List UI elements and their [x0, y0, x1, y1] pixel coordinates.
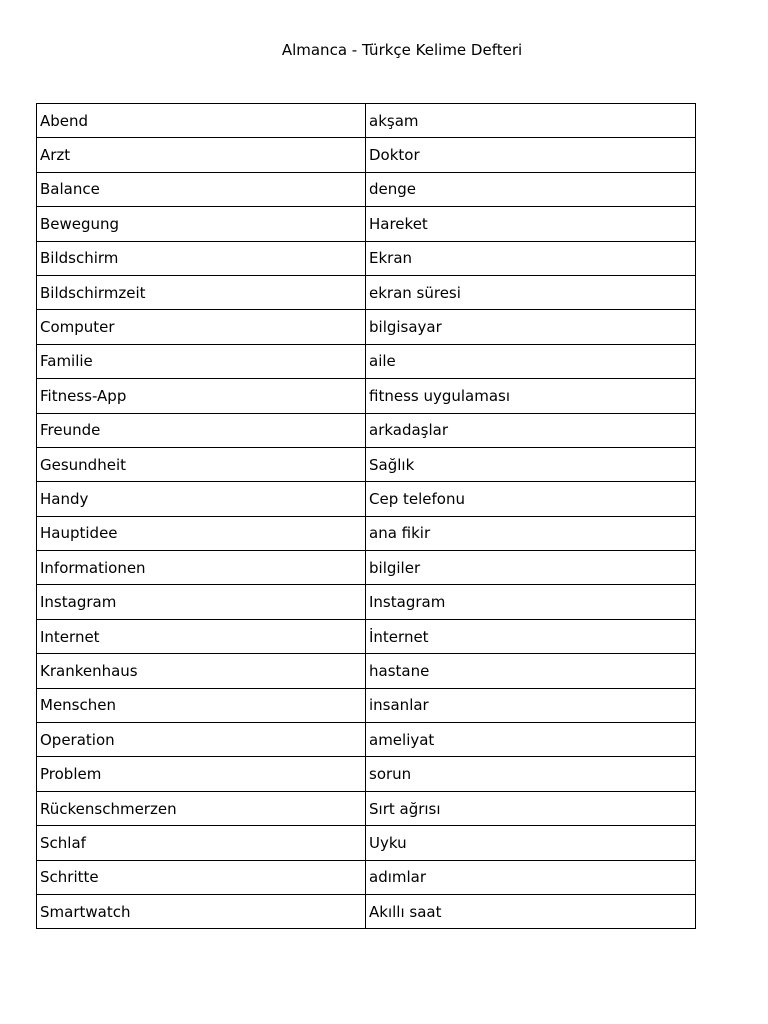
german-word-cell: Internet: [37, 619, 366, 653]
turkish-word-cell: sorun: [366, 757, 696, 791]
turkish-word-cell: ana fikir: [366, 516, 696, 550]
turkish-word-cell: Sağlık: [366, 447, 696, 481]
german-word-cell: Bildschirmzeit: [37, 275, 366, 309]
turkish-word-cell: Sırt ağrısı: [366, 791, 696, 825]
turkish-word-cell: Instagram: [366, 585, 696, 619]
german-word-cell: Schlaf: [37, 826, 366, 860]
german-word-cell: Bildschirm: [37, 241, 366, 275]
german-word-cell: Abend: [37, 104, 366, 138]
table-row: [37, 654, 696, 688]
table-row: [37, 104, 696, 138]
german-word-cell: Rückenschmerzen: [37, 791, 366, 825]
table-row: [37, 241, 696, 275]
turkish-word-cell: bilgisayar: [366, 310, 696, 344]
table-row: [37, 551, 696, 585]
turkish-word-cell: ameliyat: [366, 723, 696, 757]
turkish-word-cell: insanlar: [366, 688, 696, 722]
german-word-cell: Freunde: [37, 413, 366, 447]
table-row: [37, 723, 696, 757]
table-row: [37, 826, 696, 860]
turkish-word-cell: Akıllı saat: [366, 894, 696, 928]
turkish-word-cell: denge: [366, 172, 696, 206]
table-row: [37, 757, 696, 791]
table-row: [37, 207, 696, 241]
table-row: [37, 310, 696, 344]
table-row: [37, 172, 696, 206]
german-word-cell: Instagram: [37, 585, 366, 619]
vocabulary-table-body: [37, 104, 696, 929]
german-word-cell: Balance: [37, 172, 366, 206]
turkish-word-cell: bilgiler: [366, 551, 696, 585]
table-row: [37, 447, 696, 481]
table-row: [37, 585, 696, 619]
german-word-cell: Bewegung: [37, 207, 366, 241]
german-word-cell: Informationen: [37, 551, 366, 585]
german-word-cell: Computer: [37, 310, 366, 344]
table-row: [37, 688, 696, 722]
german-word-cell: Handy: [37, 482, 366, 516]
german-word-cell: Familie: [37, 344, 366, 378]
german-word-cell: Smartwatch: [37, 894, 366, 928]
german-word-cell: Operation: [37, 723, 366, 757]
german-word-cell: Arzt: [37, 138, 366, 172]
table-row: [37, 344, 696, 378]
table-row: [37, 894, 696, 928]
turkish-word-cell: akşam: [366, 104, 696, 138]
table-row: [37, 516, 696, 550]
turkish-word-cell: İnternet: [366, 619, 696, 653]
turkish-word-cell: Cep telefonu: [366, 482, 696, 516]
table-row: [37, 413, 696, 447]
german-word-cell: Schritte: [37, 860, 366, 894]
turkish-word-cell: arkadaşlar: [366, 413, 696, 447]
turkish-word-cell: adımlar: [366, 860, 696, 894]
page-title: Almanca - Türkçe Kelime Defteri: [281, 41, 523, 59]
turkish-word-cell: fitness uygulaması: [366, 379, 696, 413]
german-word-cell: Menschen: [37, 688, 366, 722]
turkish-word-cell: Ekran: [366, 241, 696, 275]
table-row: [37, 379, 696, 413]
german-word-cell: Fitness-App: [37, 379, 366, 413]
german-word-cell: Krankenhaus: [37, 654, 366, 688]
turkish-word-cell: aile: [366, 344, 696, 378]
german-word-cell: Gesundheit: [37, 447, 366, 481]
table-row: [37, 860, 696, 894]
table-row: [37, 619, 696, 653]
turkish-word-cell: Hareket: [366, 207, 696, 241]
turkish-word-cell: hastane: [366, 654, 696, 688]
turkish-word-cell: ekran süresi: [366, 275, 696, 309]
german-word-cell: Problem: [37, 757, 366, 791]
turkish-word-cell: Doktor: [366, 138, 696, 172]
table-row: [37, 275, 696, 309]
vocabulary-table: [36, 103, 696, 929]
turkish-word-cell: Uyku: [366, 826, 696, 860]
table-row: [37, 482, 696, 516]
german-word-cell: Hauptidee: [37, 516, 366, 550]
table-row: [37, 791, 696, 825]
table-row: [37, 138, 696, 172]
